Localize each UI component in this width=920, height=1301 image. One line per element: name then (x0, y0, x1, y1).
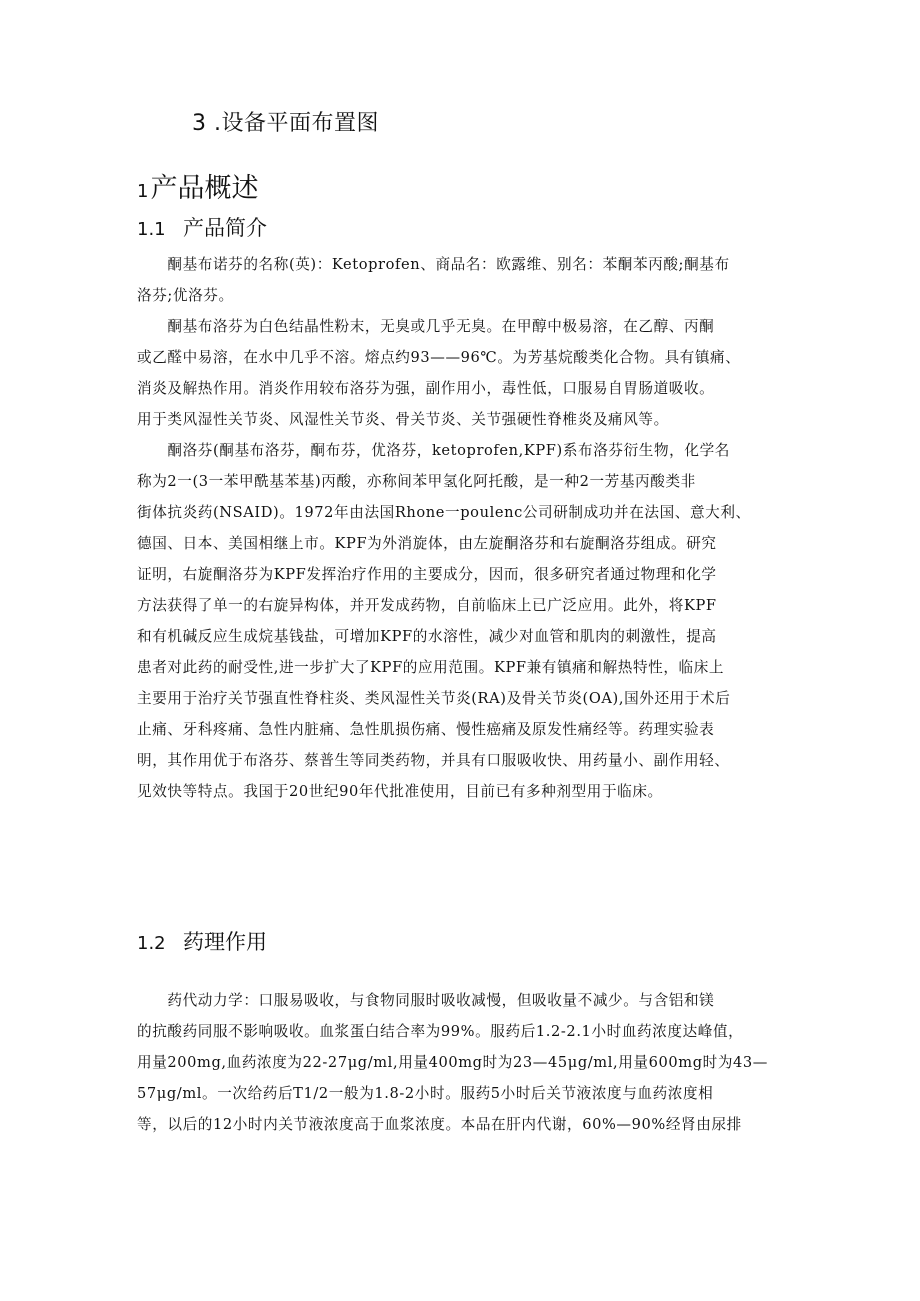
body-line: 用量200mg,血药浓度为22-27μg/ml,用量400mg时为23—45μg/ml,用量600mg时为43— (137, 1054, 768, 1071)
body-line: 酮洛芬(酮基布洛芬，酮布芬，优洛芬，ketoprofen,KPF)系布洛芬衍生物，化学名 (137, 442, 730, 459)
body-line: 57μg/ml。一次给药后T1/2一般为1.8-2小时。服药5小时后关节液浓度与血药浓度相 (137, 1085, 714, 1102)
body-line: 等，以后的12小时内关节液浓度高于血浆浓度。本品在肝内代谢，60%—90%经肾由尿排 (137, 1116, 742, 1133)
chapter-1-heading (137, 166, 258, 205)
section-1-2-heading (137, 926, 267, 956)
section-1-1-title: 产品简介 (183, 216, 267, 240)
body-line: 酮基布洛芬为白色结晶性粉末，无臭或几乎无臭。在甲醇中极易溶，在乙醇、丙酮 (137, 318, 715, 335)
chapter-1-title: 产品概述 (150, 173, 259, 204)
body-line: 止痛、牙科疼痛、急性内脏痛、急性肌损伤痛、慢性癌痛及原发性痛经等。药理实验表 (137, 721, 715, 738)
section-1-1-heading (137, 212, 267, 242)
body-line: 称为2一(3一苯甲酰基苯基)丙酸，亦称间苯甲氢化阿托酸，是一种2一芳基丙酸类非 (137, 473, 696, 490)
body-line: 患者对此药的耐受性,进一步扩大了KPF的应用范围。KPF兼有镇痛和解热特性，临床上 (137, 659, 725, 676)
body-line: 德国、日本、美国相继上市。KPF为外消旋体，由左旋酮洛芬和右旋酮洛芬组成。研究 (137, 535, 717, 552)
chapter-1-number: 1 (137, 181, 149, 202)
body-line: 用于类风湿性关节炎、风湿性关节炎、骨关节炎、关节强硬性脊椎炎及痛风等。 (137, 411, 669, 428)
body-line: 或乙醛中易溶，在水中几乎不溶。熔点约93——96℃。为芳基烷酸类化合物。具有镇痛、 (137, 349, 741, 366)
section-1-2-body (137, 985, 785, 1140)
body-line: 消炎及解热作用。消炎作用较布洛芬为强，副作用小，毒性低，口服易自胃肠道吸收。 (137, 380, 715, 397)
section-3-heading: 3 .设备平面布置图 (192, 111, 379, 136)
body-line: 的抗酸药同服不影响吸收。血浆蛋白结合率为99%。服药后1.2-2.1小时血药浓度达峰值， (137, 1023, 744, 1040)
body-line: 方法获得了单一的右旋异构体，并开发成药物，自前临床上已广泛应用。此外，将KPF (137, 597, 717, 614)
body-line: 主要用于治疗关节强直性脊柱炎、类风湿性关节炎(RA)及骨关节炎(OA),国外还用于术后 (137, 690, 731, 707)
section-1-2-number: 1.2 (137, 933, 166, 954)
body-line: 见效快等特点。我国于20世纪90年代批准使用，目前已有多种剂型用于临床。 (137, 783, 663, 800)
body-line: 街体抗炎药(NSAID)。1972年由法国Rhone一poulenc公司研制成功并在法国、意大利、 (137, 504, 751, 521)
body-line: 明，其作用优于布洛芬、蔡普生等同类药物，并具有口服吸收快、用药量小、副作用轻、 (137, 752, 730, 769)
section-1-1-number: 1.1 (137, 219, 166, 240)
body-line: 药代动力学：口服易吸收，与食物同服时吸收减慢，但吸收量不减少。与含铝和镁 (137, 992, 715, 1009)
body-line: 和有机碱反应生成烷基钱盐，可增加KPF的水溶性，减少对血管和肌肉的刺激性，提高 (137, 628, 717, 645)
body-line: 酮基布诺芬的名称(英)：Ketoprofen、商品名：欧露维、别名：苯酮苯丙酸;酮基布 (137, 256, 730, 273)
body-line: 洛芬;优洛芬。 (137, 287, 234, 304)
section-1-2-title: 药理作用 (183, 930, 267, 954)
section-1-1-body (137, 249, 785, 807)
body-line: 证明，右旋酮洛芬为KPF发挥治疗作用的主要成分，因而，很多研究者通过物理和化学 (137, 566, 717, 583)
